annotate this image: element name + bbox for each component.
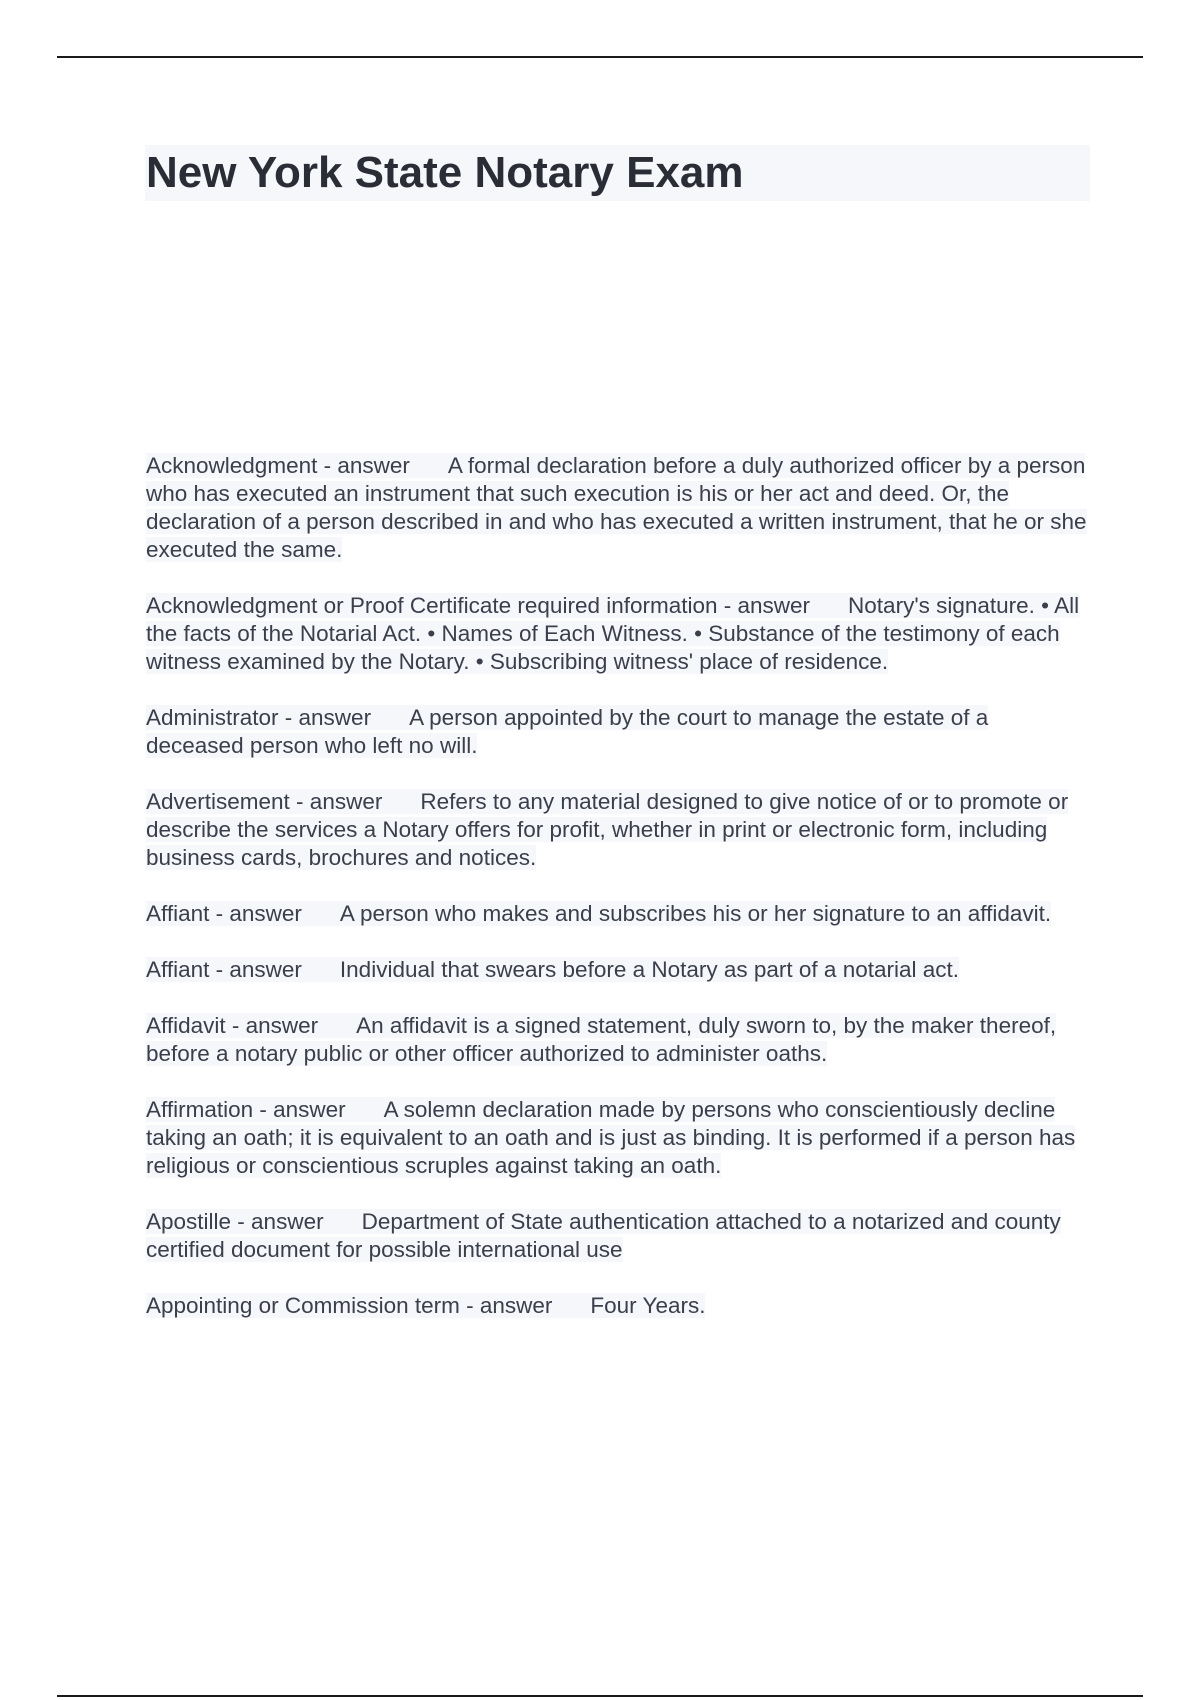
flashcard-entry — [146, 956, 1091, 984]
flashcard-entry — [146, 788, 1091, 872]
entry-term: Acknowledgment - answer — [146, 453, 410, 478]
entry-term: Apostille - answer — [146, 1209, 324, 1234]
entry-term: Affidavit - answer — [146, 1013, 319, 1038]
flashcard-entry — [146, 452, 1091, 564]
entry-definition: Individual that swears before a Notary as part of a notarial act. — [339, 957, 960, 982]
flashcard-entry — [146, 900, 1091, 928]
entry-definition: Four Years. — [590, 1293, 706, 1318]
entry-term: Advertisement - answer — [146, 789, 383, 814]
document-title: New York State Notary Exam — [146, 148, 744, 197]
entry-term: Affiant - answer — [146, 957, 302, 982]
entry-definition: A person who makes and subscribes his or her signature to an affidavit. — [339, 901, 1052, 926]
flashcard-entry — [146, 1208, 1091, 1264]
flashcard-list — [146, 452, 1091, 1348]
entry-term: Affiant - answer — [146, 901, 302, 926]
entry-term: Acknowledgment or Proof Certificate required information - answer — [146, 593, 811, 618]
flashcard-entry — [146, 1292, 1091, 1320]
bottom-rule — [57, 1695, 1143, 1697]
top-rule — [57, 56, 1143, 58]
entry-definition: A formal declaration before a duly authorized officer by a person who has executed an instrument that such execution is his or her act and deed. Or, the declaration of a person described in and who has executed a written instrument, that he or she executed the same. — [146, 453, 1087, 562]
entry-term: Affirmation - answer — [146, 1097, 346, 1122]
entry-definition: A solemn declaration made by persons who conscientiously decline taking an oath; it is equivalent to an oath and is just as binding. It is performed if a person has religious or conscientious scruples against taking an oath. — [146, 1097, 1076, 1178]
entry-definition: Refers to any material designed to give notice of or to promote or describe the services a Notary offers for profit, whether in print or electronic form, including business cards, brochures and notices. — [146, 789, 1069, 870]
entry-definition: A person appointed by the court to manage the estate of a deceased person who left no will. — [146, 705, 989, 758]
flashcard-entry — [146, 1096, 1091, 1180]
entry-definition: An affidavit is a signed statement, duly sworn to, by the maker thereof, before a notary public or other officer authorized to administer oaths. — [146, 1013, 1057, 1066]
entry-definition: Notary's signature. • All the facts of the Notarial Act. • Names of Each Witness. • Substance of the testimony of each witness examined by the Notary. • Subscribing witness' place of residence. — [146, 593, 1080, 674]
entry-term: Administrator - answer — [146, 705, 372, 730]
flashcard-entry — [146, 592, 1091, 676]
entry-term: Appointing or Commission term - answer — [146, 1293, 553, 1318]
entry-definition: Department of State authentication attached to a notarized and county certified document for possible international use — [146, 1209, 1061, 1262]
flashcard-entry — [146, 1012, 1091, 1068]
flashcard-entry — [146, 704, 1091, 760]
